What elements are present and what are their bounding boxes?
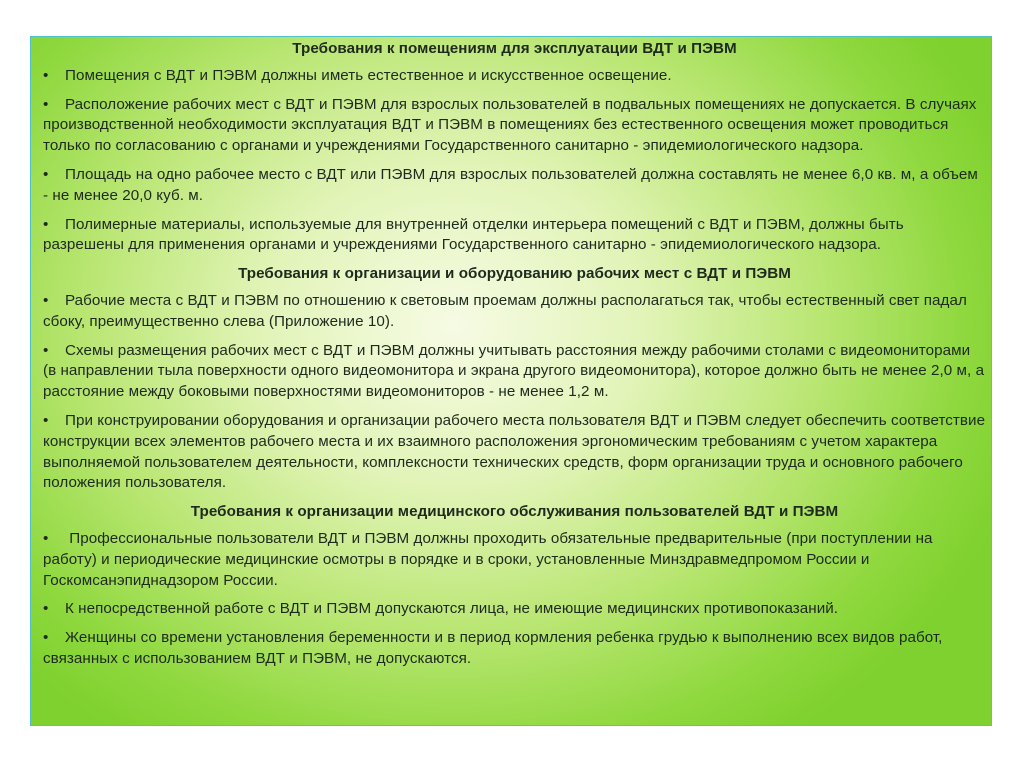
section-heading-medical: Требования к организации медицинского обслуживания пользователей ВДТ и ПЭВМ bbox=[190, 503, 839, 521]
list-item bbox=[43, 66, 986, 87]
bullet-icon: • bbox=[43, 411, 49, 429]
list-item-text: При конструировании оборудования и организации рабочего места пользователя ВДТ и ПЭВМ следует обеспечить соответствие конструкции всех элементов рабочего места и их взаимного расположения эргономическим требованиям с учетом характера выполняемой пользователем деятельности, комплексности технических средств, форм организации труда и основного рабочего положения пользователя. bbox=[43, 411, 986, 492]
section-heading-workplaces: Требования к организации и оборудованию рабочих мест с ВДТ и ПЭВМ bbox=[238, 265, 791, 283]
list-item-text: Профессиональные пользователи ВДТ и ПЭВМ должны проходить обязательные предварительные (при поступлении на работу) и периодические медицинские осмотры в порядке и в сроки, установленные Минздравмедпромом России и Госкомсанэпиднадзором России. bbox=[43, 529, 933, 589]
bullet-icon: • bbox=[43, 215, 49, 233]
bullet-icon: • bbox=[43, 95, 49, 113]
bullet-icon: • bbox=[43, 629, 49, 647]
list-item bbox=[43, 599, 986, 620]
section-heading-premises: Требования к помещениям для эксплуатации ВДТ и ПЭВМ bbox=[292, 40, 737, 57]
list-item-text: Женщины со времени установления беременности и в период кормления ребенка грудью к выполнению всех видов работ, связанных с использованием ВДТ и ПЭВМ, не допускаются. bbox=[43, 629, 943, 667]
list-item-text: К непосредственной работе с ВДТ и ПЭВМ допускаются лица, не имеющие медицинских противопоказаний. bbox=[65, 600, 839, 618]
list-item bbox=[43, 165, 986, 207]
bullet-icon: • bbox=[43, 165, 49, 183]
list-item-text: Помещения с ВДТ и ПЭВМ должны иметь естественное и искусственное освещение. bbox=[65, 66, 672, 84]
bullet-icon: • bbox=[43, 291, 49, 309]
bullet-icon: • bbox=[43, 600, 49, 618]
list-item-text: Схемы размещения рабочих мест с ВДТ и ПЭВМ должны учитывать расстояния между рабочими столами с видеомониторами (в направлении тыла поверхности одного видеомонитора и экрана другого видеомонитора), которое должно быть не менее 2,0 м, а расстояние между боковыми поверхностями видеомониторов - не менее 1,2 м. bbox=[43, 341, 985, 401]
bullet-icon: • bbox=[43, 341, 49, 359]
list-item-text: Расположение рабочих мест с ВДТ и ПЭВМ для взрослых пользователей в подвальных помещениях не допускается. В случаях производственной необходимости эксплуатация ВДТ и ПЭВМ в помещениях без естественного освещения может проводиться только по согласованию с органами и учреждениями Государственного санитарно - эпидемиологического надзора. bbox=[43, 95, 977, 155]
list-item-text: Рабочие места с ВДТ и ПЭВМ по отношению к световым проемам должны располагаться так, чтобы естественный свет падал сбоку, преимущественно слева (Приложение 10). bbox=[43, 291, 967, 330]
slide-content bbox=[43, 39, 986, 678]
list-item bbox=[43, 291, 986, 333]
list-item-text: Полимерные материалы, используемые для внутренней отделки интерьера помещений с ВДТ и ПЭВМ, должны быть разрешены для применения органами и учреждениями Государственного санитарно - эпидемиологического надзора. bbox=[43, 215, 904, 254]
bullet-icon: • bbox=[43, 529, 49, 547]
bullet-icon: • bbox=[43, 66, 49, 84]
list-item-text: Площадь на одно рабочее место с ВДТ или ПЭВМ для взрослых пользователей должна составлять не менее 6,0 кв. м, а объем - не менее 20,0 куб. м. bbox=[43, 165, 978, 204]
list-item bbox=[43, 341, 986, 403]
list-item bbox=[43, 95, 986, 157]
list-item bbox=[43, 411, 986, 494]
list-item bbox=[43, 215, 986, 257]
list-item bbox=[43, 628, 986, 670]
list-item bbox=[43, 529, 986, 591]
